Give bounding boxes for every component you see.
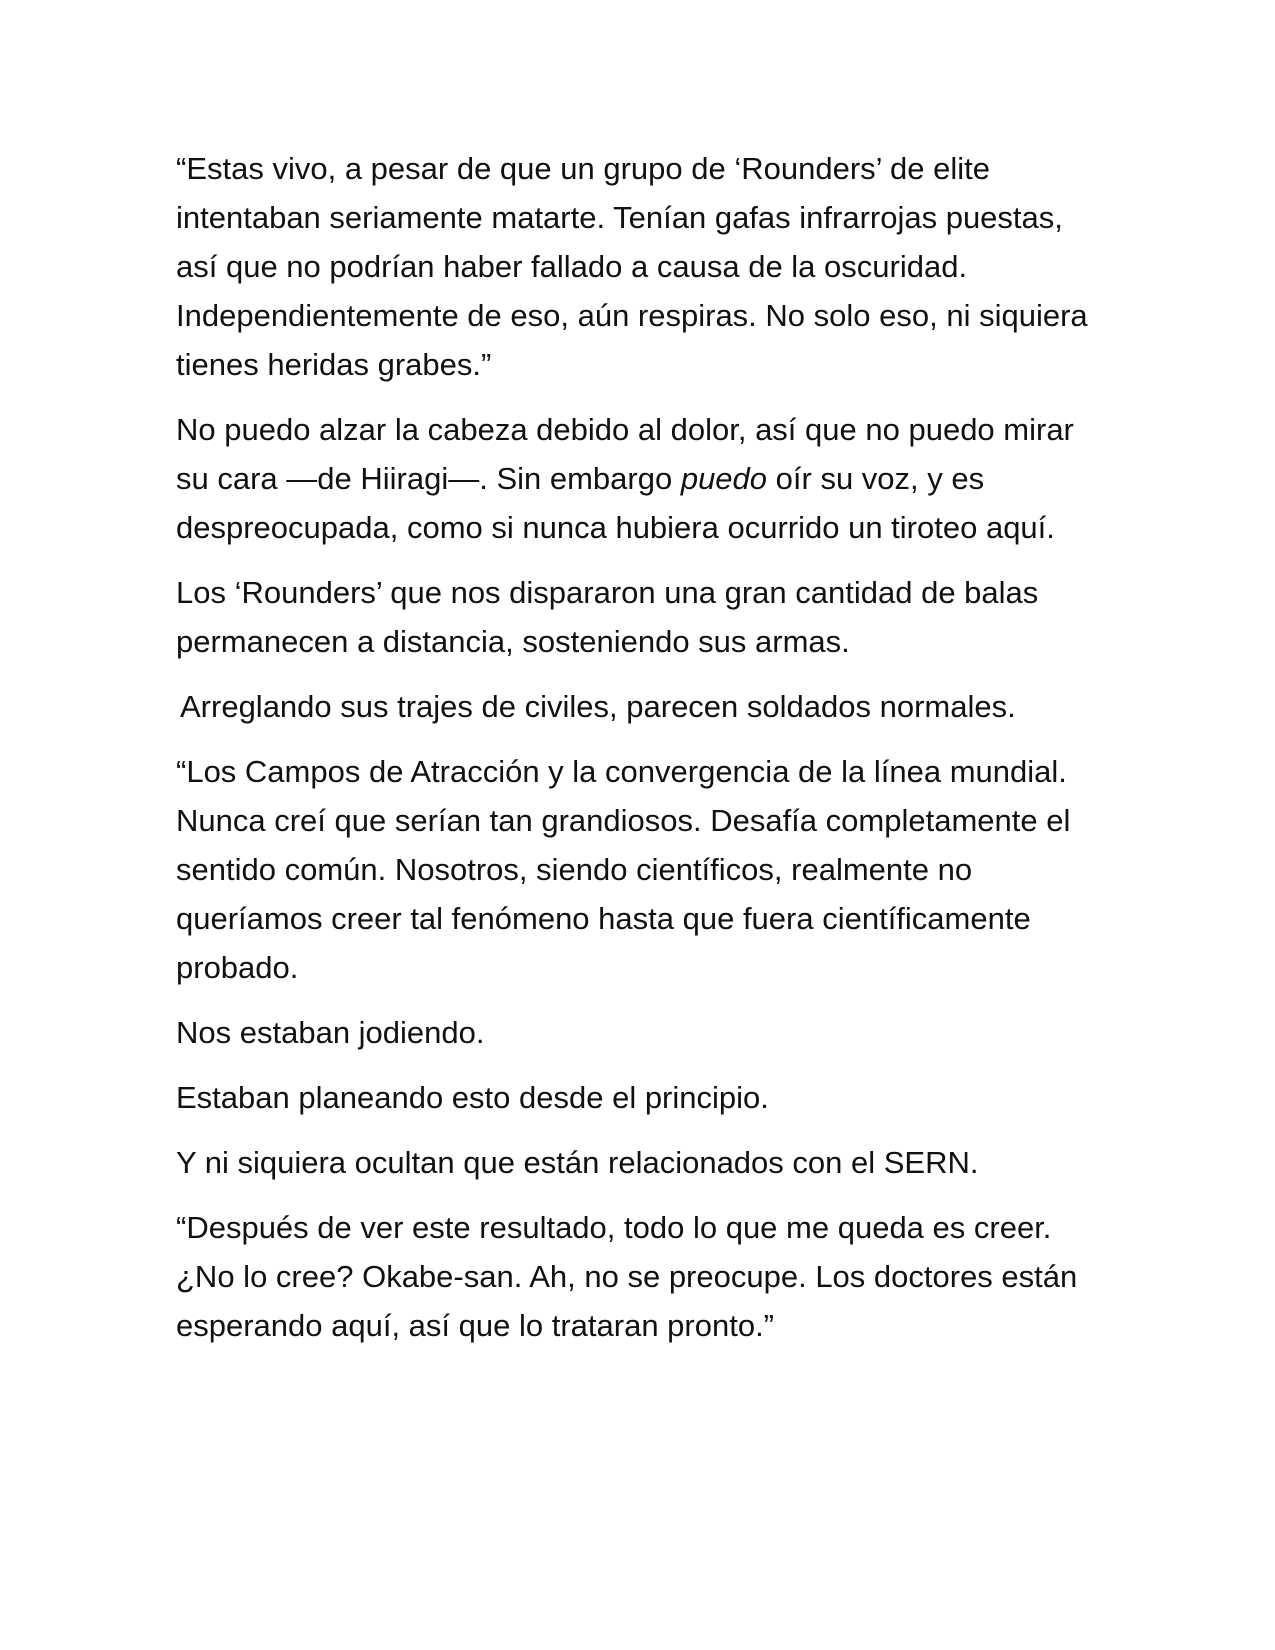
document-page (176, 144, 1106, 1366)
paragraph-2-emphasis: puedo (680, 461, 768, 496)
paragraph-8: Y ni siquiera ocultan que están relacionados con el SERN. (176, 1145, 979, 1180)
paragraph-2 (176, 405, 1106, 552)
paragraph-2-after: oír su voz, y es despreocupada, como si nunca hubiera ocurrido un tiroteo aquí. (176, 461, 1055, 545)
paragraph-4: Arreglando sus trajes de civiles, parecen soldados normales. (180, 689, 1016, 724)
paragraph-7: Estaban planeando esto desde el principio. (176, 1080, 769, 1115)
paragraph-9: “Después de ver este resultado, todo lo que me queda es creer. ¿No lo cree? Okabe-san. Ah, no se preocupe. Los doctores están esperando aquí, así que lo trataran pronto.” (176, 1210, 1078, 1343)
paragraph-1: “Estas vivo, a pesar de que un grupo de ‘Rounders’ de elite intentaban seriamente matarte. Tenían gafas infrarrojas puestas, así que no podrían haber fallado a causa de la oscuridad. Independientemente de eso, aún respiras. No solo eso, ni siquiera tienes heridas grabes.” (176, 151, 1088, 382)
paragraph-2-before: No puedo alzar la cabeza debido al dolor, así que no puedo mirar su cara —de Hiiragi—. Sin embargo (176, 412, 1074, 496)
paragraph-3: Los ‘Rounders’ que nos dispararon una gran cantidad de balas permanecen a distancia, sosteniendo sus armas. (176, 575, 1039, 659)
paragraph-5: “Los Campos de Atracción y la convergencia de la línea mundial. Nunca creí que serían tan grandiosos. Desafía completamente el sentido común. Nosotros, siendo científicos, realmente no queríamos creer tal fenómeno hasta que fuera científicamente probado. (176, 754, 1071, 985)
paragraph-6: Nos estaban jodiendo. (176, 1015, 485, 1050)
